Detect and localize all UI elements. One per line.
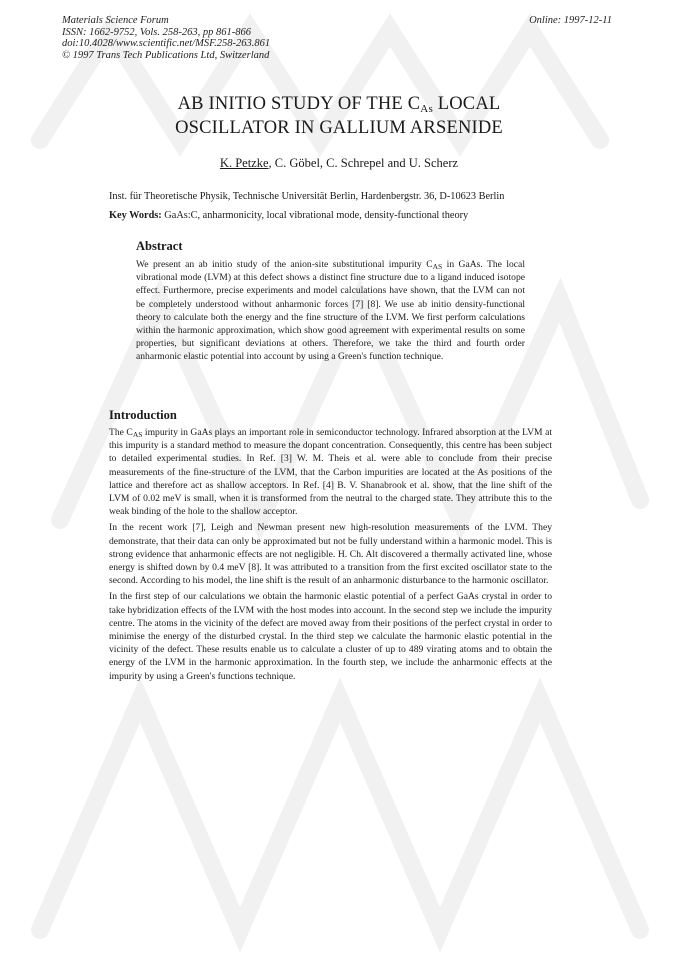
abstract-text-rest: in GaAs. The local vibrational mode (LVM) at this defect shows a distinct fine structure due to a ligand induced isotope effect. Furthermore, precise experiments and model calculations have shown, that the LVM can not be completely understood without anharmonic forces [7] [8]. We use ab initio density-functional theory to calculate both the energy and the fine structure of the LVM. We first perform calculations within the harmonic approximation, which show good agreement with experimental results on some properties, but significant deviations at others. Therefore, we take the third and fourth order anharmonic elastic potential into account by using a Green's function technique. — [136, 259, 525, 363]
title-line-2: OSCILLATOR IN GALLIUM ARSENIDE — [175, 118, 503, 138]
intro-paragraph-2: In the recent work [7], Leigh and Newman present new high-resolution measurements of the LVM. They demonstrate, that their data can only be approximated but not be fully understand within a harmonic model. This is strong evidence that anharmonic effects are not negligible. H. Ch. Alt discovered a thermally activated line, whose energy is shifted down by 0.4 meV [8]. It was attributed to a transition from the first excited oscillator state to the second. According to his model, the line shift is the result of an anharmonic disturbance to the harmonic oscillator. — [109, 522, 552, 587]
intro-subscript: AS — [132, 430, 143, 439]
abstract-body — [136, 258, 525, 364]
doi-line[interactable]: doi:10.4028/www.scientific.net/MSF.258-263.861 — [62, 38, 271, 49]
online-date: Online: 1997-12-11 — [529, 15, 612, 26]
author-list — [0, 156, 678, 171]
issn-line: ISSN: 1662-9752, Vols. 258-263, pp 861-866 — [62, 26, 251, 38]
paper-title — [0, 93, 678, 139]
abstract-subscript: AS — [432, 262, 443, 271]
title-line-1-end: LOCAL — [432, 94, 501, 114]
introduction-heading: Introduction — [109, 408, 177, 422]
intro-p1-start: The C — [109, 427, 133, 438]
first-author: K. Petzke — [219, 156, 269, 170]
affiliation: Inst. für Theoretische Physik, Technische Universität Berlin, Hardenbergstr. 36, D-10623 Berlin — [109, 191, 505, 202]
intro-paragraph-3: In the first step of our calculations we obtain the harmonic elastic potential of a perfect GaAs crystal in order to take hybridization effects of the LVM with the host modes into account. In the second step we include the impurity centre. The atoms in the vicinity of the defect are moved away from their positions of the perfect crystal in order to minimise the energy of the disturbed crystal. In the third step we calculate the harmonic elastic potential in the vicinity of the defect. These results enable us to calculate a cluster of up to 489 virating atoms and to obtain the energy of the LVM in the harmonic approximation. In the fourth step, we include the anharmonic effects at the impurity by using a Green's functions technique. — [109, 591, 552, 682]
intro-paragraph-1 — [109, 426, 552, 518]
title-line-1-text: AB INITIO STUDY OF THE C — [177, 94, 421, 114]
introduction-body — [109, 426, 552, 686]
journal-name: Materials Science Forum — [62, 15, 169, 26]
other-authors: , C. Göbel, C. Schrepel and U. Scherz — [268, 156, 459, 170]
intro-p1-rest: impurity in GaAs plays an important role in semiconductor technology. Infrared absorption at the LVM at this impurity is a standard method to measure the dopant concentration. Consequently, this centre has been subject to detailed experimental studies. In Ref. [3] W. M. Theis et al. were able to conclude from their precise measurements of the fine-structure of the LVM, that the Carbon impurities are located at the As positions of the lattice and therefore act as shallow acceptors. In Ref. [4] B. V. Shanabrook et al. show, that the line shift of the LVM of 0.02 meV is small, when it is transformed from the neutral to the charged state. They attribute this to the weak binding of the hole to the shallow acceptor. — [109, 427, 552, 518]
abstract-heading: Abstract — [136, 239, 183, 253]
keywords — [109, 210, 569, 221]
keywords-label: Key Words: — [109, 210, 162, 221]
title-line-1 — [0, 93, 678, 117]
copyright-line: © 1997 Trans Tech Publications Ltd, Switzerland — [62, 49, 270, 61]
abstract-text-start: We present an ab initio study of the anion-site substitutional impurity C — [136, 259, 433, 270]
journal-header — [62, 15, 270, 61]
keywords-text: GaAs:C, anharmonicity, local vibrational mode, density-functional theory — [161, 210, 469, 221]
title-subscript: As — [420, 103, 433, 115]
